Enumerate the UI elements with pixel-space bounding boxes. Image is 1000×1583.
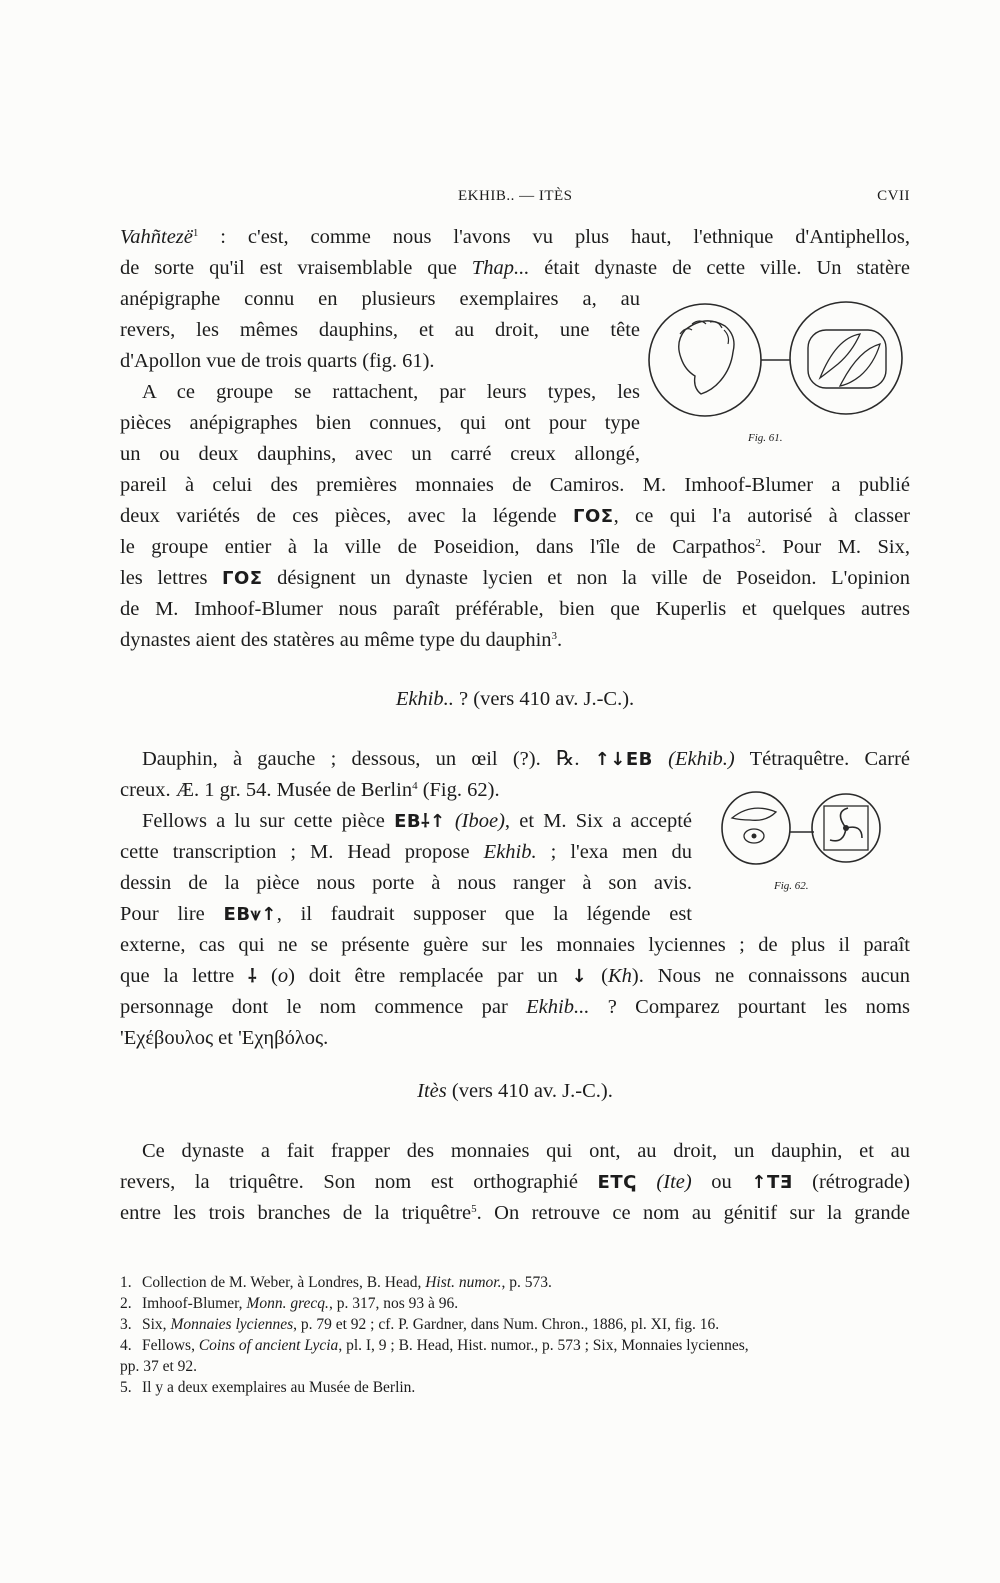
paragraph-vahntezi bbox=[120, 222, 910, 284]
text-line: Vahñtezë$^1$ : c'est, comme nous l'avons vu plus haut, l'ethnique d'Antiphellos, bbox=[120, 226, 910, 248]
footnote: 2. Imhoof-Blumer, Monn. grecq., p. 317, nos 93 à 96. bbox=[120, 1295, 459, 1312]
footnote: 1. Collection de M. Weber, à Londres, B. Head, Hist. numor., p. 573. bbox=[120, 1274, 552, 1291]
coin-illustration bbox=[640, 300, 910, 430]
paragraph-ites bbox=[120, 1136, 910, 1229]
text-line: pareil à celui des premières monnaies de Camiros. M. Imhoof-Blumer a publié bbox=[120, 474, 910, 496]
figure-caption: Fig. 62. bbox=[774, 880, 809, 892]
text-line: Pour lire EB⩛↑, il faudrait supposer que la légende est bbox=[120, 903, 692, 925]
text-line: cette transcription ; M. Head propose Ekhib. ; l'exa men du bbox=[120, 841, 692, 863]
text-line: A ce groupe se rattachent, par leurs types, les bbox=[142, 381, 640, 403]
text-line: le groupe entier à la ville de Poseidion, dans l'île de Carpathos$^2$. Pour M. Six, bbox=[120, 536, 910, 558]
text-line: les lettres ΓΟΣ désignent un dynaste lycien et non la ville de Poseidon. L'opinion bbox=[120, 567, 910, 589]
coin-illustration bbox=[718, 788, 888, 870]
section-heading-ekhib: Ekhib.. ? (vers 410 av. J.-C.). bbox=[395, 688, 635, 710]
text-line: dynastes aient des statères au même type du dauphin$^3$. bbox=[120, 629, 563, 651]
text-line: externe, cas qui ne se présente guère sur les monnaies lyciennes ; de plus il paraît bbox=[120, 934, 910, 956]
figure-caption: Fig. 61. bbox=[748, 432, 783, 444]
text-line: que la lettre ⸸ (o) doit être remplacée par un ↓ (Kh). Nous ne connaissons aucun bbox=[120, 965, 911, 987]
page-number: CVII bbox=[877, 188, 910, 204]
paragraph-fellows-cont bbox=[120, 930, 910, 1054]
text-line: entre les trois branches de la triquêtre$^5$. On retrouve ce nom au génitif sur la grande bbox=[120, 1202, 911, 1224]
text-line: Dauphin, à gauche ; dessous, un œil (?). ℞. ↑↓EB (Ekhib.) Tétraquêtre. Carré bbox=[142, 748, 910, 770]
text-line: 'Εχέβουλος et 'Εχηβόλος. bbox=[120, 1027, 329, 1049]
text-line: revers, la triquêtre. Son nom est orthographié ETↅ (Ite) ou ↑TƎ (rétrograde) bbox=[120, 1171, 910, 1193]
footnote: 4. Fellows, Coins of ancient Lycia, pl. I, 9 ; B. Head, Hist. numor., p. 573 ; Six, Monnaies lyciennes, bbox=[120, 1337, 749, 1354]
text-line: Fellows a lu sur cette pièce EB⸸↑ (Iboe), et M. Six a accepté bbox=[142, 810, 692, 832]
figure-62 bbox=[718, 788, 888, 892]
text-line: revers, les mêmes dauphins, et au droit, une tête bbox=[120, 319, 640, 341]
text-line: de sorte qu'il est vraisemblable que Thap... était dynaste de cette ville. Un statère bbox=[120, 257, 910, 279]
text-line: un ou deux dauphins, avec un carré creux allongé, bbox=[120, 443, 640, 465]
footnotes bbox=[120, 1272, 910, 1398]
section-heading-ites: Itès (vers 410 av. J.-C.). bbox=[417, 1080, 613, 1102]
paragraph-vahntezi-cont bbox=[120, 284, 640, 470]
paragraph-dauphins bbox=[120, 470, 910, 656]
text-line: deux variétés de ces pièces, avec la légende ΓΟΣ, ce qui l'a autorisé à classer bbox=[120, 505, 910, 527]
text-line: dessin de la pièce nous porte à nous ranger à son avis. bbox=[120, 872, 692, 894]
text-line: de M. Imhoof-Blumer nous paraît préférable, bien que Kuperlis et quelques autres bbox=[120, 598, 910, 620]
footnote: 5. Il y a deux exemplaires au Musée de Berlin. bbox=[120, 1379, 416, 1396]
running-head bbox=[120, 188, 910, 212]
paragraph-fellows bbox=[120, 806, 692, 930]
text-line: creux. Æ. 1 gr. 54. Musée de Berlin$^4$ (Fig. 62). bbox=[120, 779, 500, 801]
text-line: anépigraphe connu en plusieurs exemplaires a, au bbox=[120, 288, 640, 310]
figure-61 bbox=[640, 300, 910, 444]
footnote: 3. Six, Monnaies lyciennes, p. 79 et 92 ; cf. P. Gardner, dans Num. Chron., 1886, pl. XI, fig. 16. bbox=[120, 1316, 720, 1333]
footnote-continuation: pp. 37 et 92. bbox=[120, 1358, 198, 1375]
running-title: EKHIB.. — ITÈS bbox=[458, 188, 573, 204]
text-line: Ce dynaste a fait frapper des monnaies qui ont, au droit, un dauphin, et au bbox=[142, 1140, 910, 1162]
text-line: d'Apollon vue de trois quarts (fig. 61). bbox=[120, 350, 435, 372]
text-line: personnage dont le nom commence par Ekhib... ? Comparez pourtant les noms bbox=[120, 996, 911, 1018]
text-line: pièces anépigraphes bien connues, qui ont pour type bbox=[120, 412, 640, 434]
